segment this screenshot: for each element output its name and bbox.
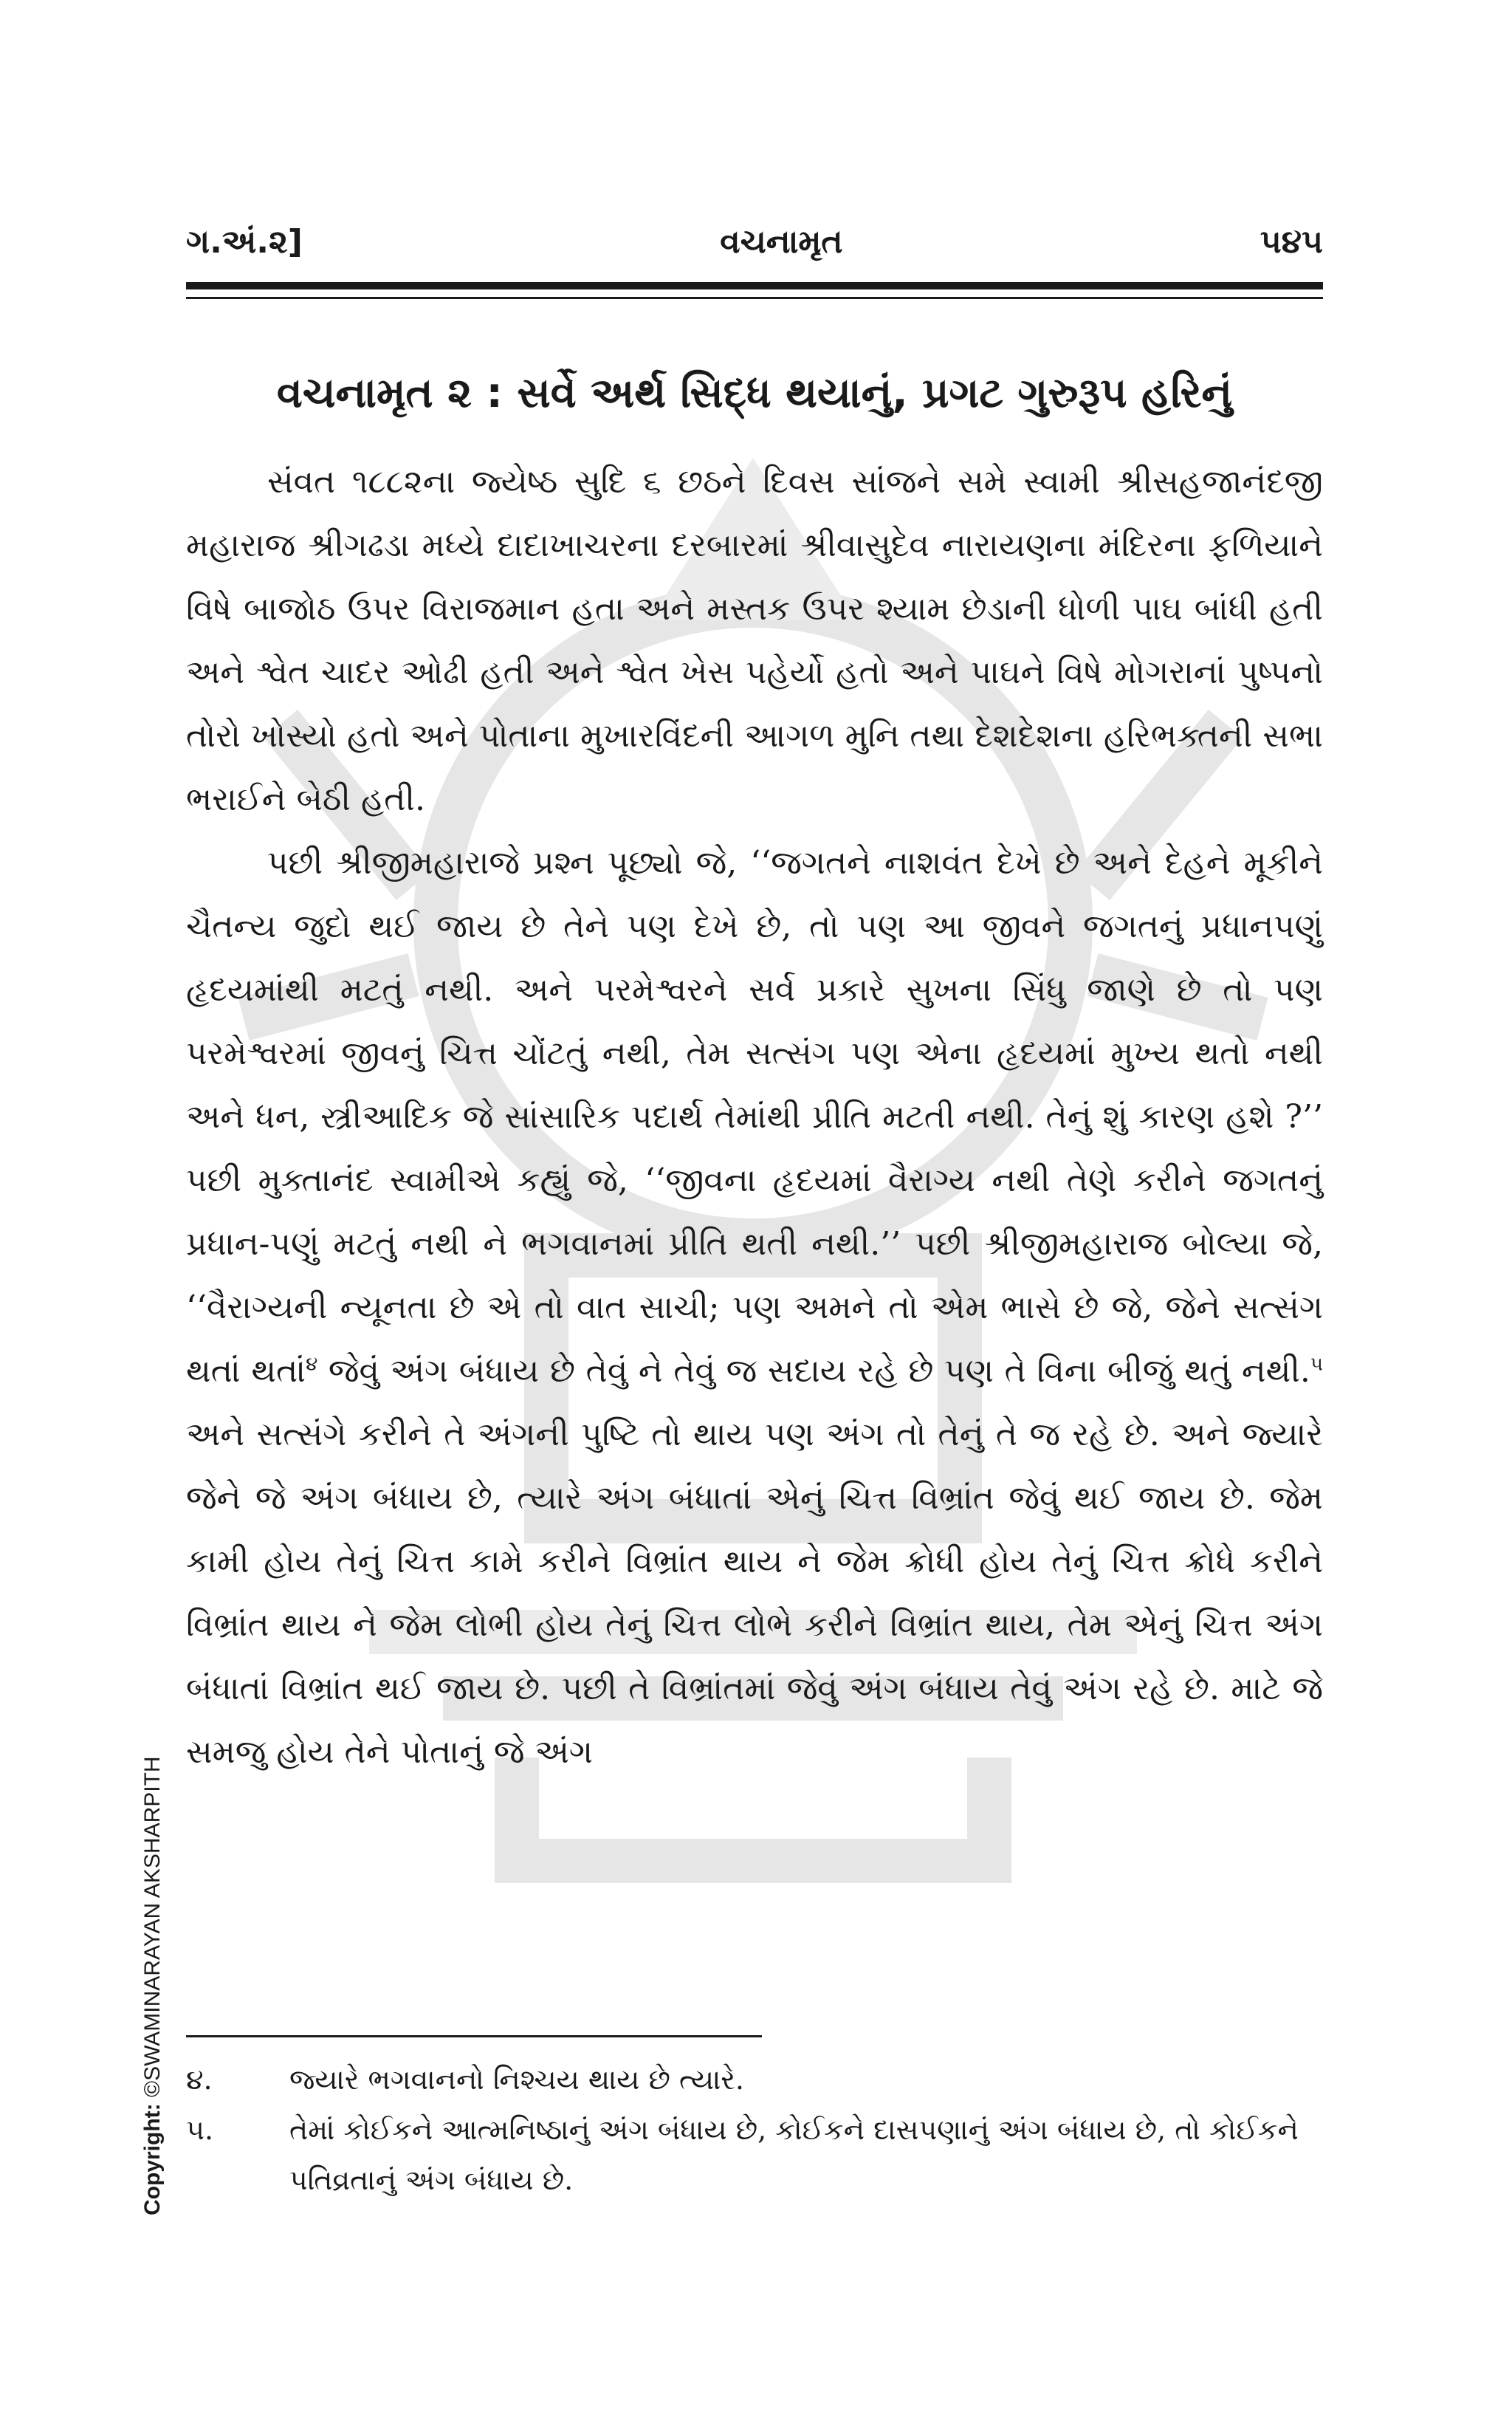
chapter-title: વચનામૃત ૨ : સર્વે અર્થ સિદ્ધ થયાનું, પ્રગટ ગુરુરૂપ હરિનું bbox=[276, 369, 1233, 417]
running-header bbox=[186, 216, 1323, 267]
page-number: ૫૪૫ bbox=[1260, 222, 1323, 261]
header-book-title: વચનામૃત bbox=[720, 222, 843, 261]
paragraph-1: સંવત ૧૮૮૨ના જ્યેષ્ઠ સુદિ ૬ છઠને દિવસ સાંજને સમે સ્વામી શ્રીસહજાનંદજી મહારાજ શ્રીગઢડા મધ્યે દાદાખાચરના દરબારમાં શ્રીવાસુદેવ નારાયણના મંદિરના ફળિયાને વિષે બાજોઠ ઉપર વિરાજમાન હતા અને મસ્તક ઉપર શ્યામ છેડાની ધોળી પાઘ બાંધી હતી અને શ્વેત ચાદર ઓઢી હતી અને શ્વેત ખેસ પહેર્યો હતો અને પાઘને વિષે મોગરાનાં પુષ્પનો તોરો ખોસ્યો હતો અને પોતાના મુખારવિંદની આગળ મુનિ તથા દેશદેશના હરિભક્તની સભા ભરાઈને બેઠી હતી. bbox=[186, 463, 1323, 818]
footnote-number: ૪. bbox=[186, 2063, 213, 2096]
footnote-text: તેમાં કોઈકને આત્મનિષ્ઠાનું અંગ બંધાય છે, કોઈકને દાસપણાનું અંગ બંધાય છે, તો કોઈકને પતિવ્રતાનું અંગ બંધાય છે. bbox=[289, 2113, 1299, 2196]
footnote-ref-5[interactable]: ૫ bbox=[1310, 1353, 1324, 1376]
header-rule-thick bbox=[186, 282, 1323, 289]
body-text bbox=[186, 450, 1323, 1784]
footnote-5 bbox=[186, 2105, 1323, 2205]
copyright-label: Copyright: bbox=[140, 2103, 165, 2215]
paragraph-2-part-c: અને સત્સંગે કરીને તે અંગની પુષ્ટિ તો થાય પણ અંગ તો તેનું તે જ રહે છે. અને જ્યારે જેને જે અંગ બંધાય છે, ત્યારે અંગ બંધાતાં એનું ચિત્ત વિભ્રાંત જેવું થઈ જાય છે. જેમ કામી હોય તેનું ચિત્ત કામે કરીને વિભ્રાંત થાય ને જેમ ક્રોધી હોય તેનું ચિત્ત ક્રોધે કરીને વિભ્રાંત થાય ને જેમ લોભી હોય તેનું ચિત્ત લોભે કરીને વિભ્રાંત થાય, તેમ એનું ચિત્ત અંગ બંધાતાં વિભ્રાંત થઈ જાય છે. પછી તે વિભ્રાંતમાં જેવું અંગ બંધાય તેવું અંગ રહે છે. માટે જે સમજુ હોય તેને પોતાનું જે અંગ bbox=[186, 1416, 1323, 1771]
paragraph-2-part-b: જેવું અંગ બંધાય છે તેવું ને તેવું જ સદાય રહે છે પણ તે વિના બીજું થતું નથી. bbox=[317, 1352, 1310, 1390]
footnotes bbox=[186, 2054, 1323, 2205]
footnote-number: ૫. bbox=[186, 2113, 214, 2146]
paragraph-2-part-a: પછી શ્રીજીમહારાજે પ્રશ્ન પૂછ્યો જે, ‘‘જગતને નાશવંત દેખે છે અને દેહને મૂકીને ચૈતન્ય જુદો થઈ જાય છે તેને પણ દેખે છે, તો પણ આ જીવને જગતનું પ્રધાનપણું હૃદયમાંથી મટતું નથી. અને પરમેશ્વરને સર્વ પ્રકારે સુખના સિંધુ જાણે છે તો પણ પરમેશ્વરમાં જીવનું ચિત્ત ચોંટતું નથી, તેમ સત્સંગ પણ એના હૃદયમાં મુખ્ય થતો નથી અને ધન, સ્ત્રીઆદિક જે સાંસારિક પદાર્થ તેમાંથી પ્રીતિ મટતી નથી. તેનું શું કારણ હશે ?’’ પછી મુક્તાનંદ સ્વામીએ કહ્યું જે, ‘‘જીવના હૃદયમાં વૈરાગ્ય નથી તેણે કરીને જગતનું પ્રધાન-પણું મટતું નથી ને ભગવાનમાં પ્રીતિ થતી નથી.’’ પછી શ્રીજીમહારાજ બોલ્યા જે, ‘‘વૈરાગ્યની ન્યૂનતા છે એ તો વાત સાચી; પણ અમને તો એમ ભાસે છે જે, જેને સત્સંગ થતાં થતાં bbox=[186, 844, 1323, 1390]
copyright-notice bbox=[140, 1756, 165, 2215]
copyright-text: ©SWAMINARAYAN AKSHARPITH bbox=[140, 1756, 165, 2104]
header-rule-thin bbox=[186, 297, 1323, 299]
paragraph-2 bbox=[186, 832, 1323, 1784]
header-section-ref: ગ.અં.૨] bbox=[186, 222, 303, 261]
footnote-4 bbox=[186, 2054, 1323, 2105]
footnote-rule bbox=[186, 2035, 762, 2037]
footnote-text: જ્યારે ભગવાનનો નિશ્ચય થાય છે ત્યારે. bbox=[289, 2063, 744, 2096]
footnote-ref-4[interactable]: ૪ bbox=[306, 1353, 318, 1376]
